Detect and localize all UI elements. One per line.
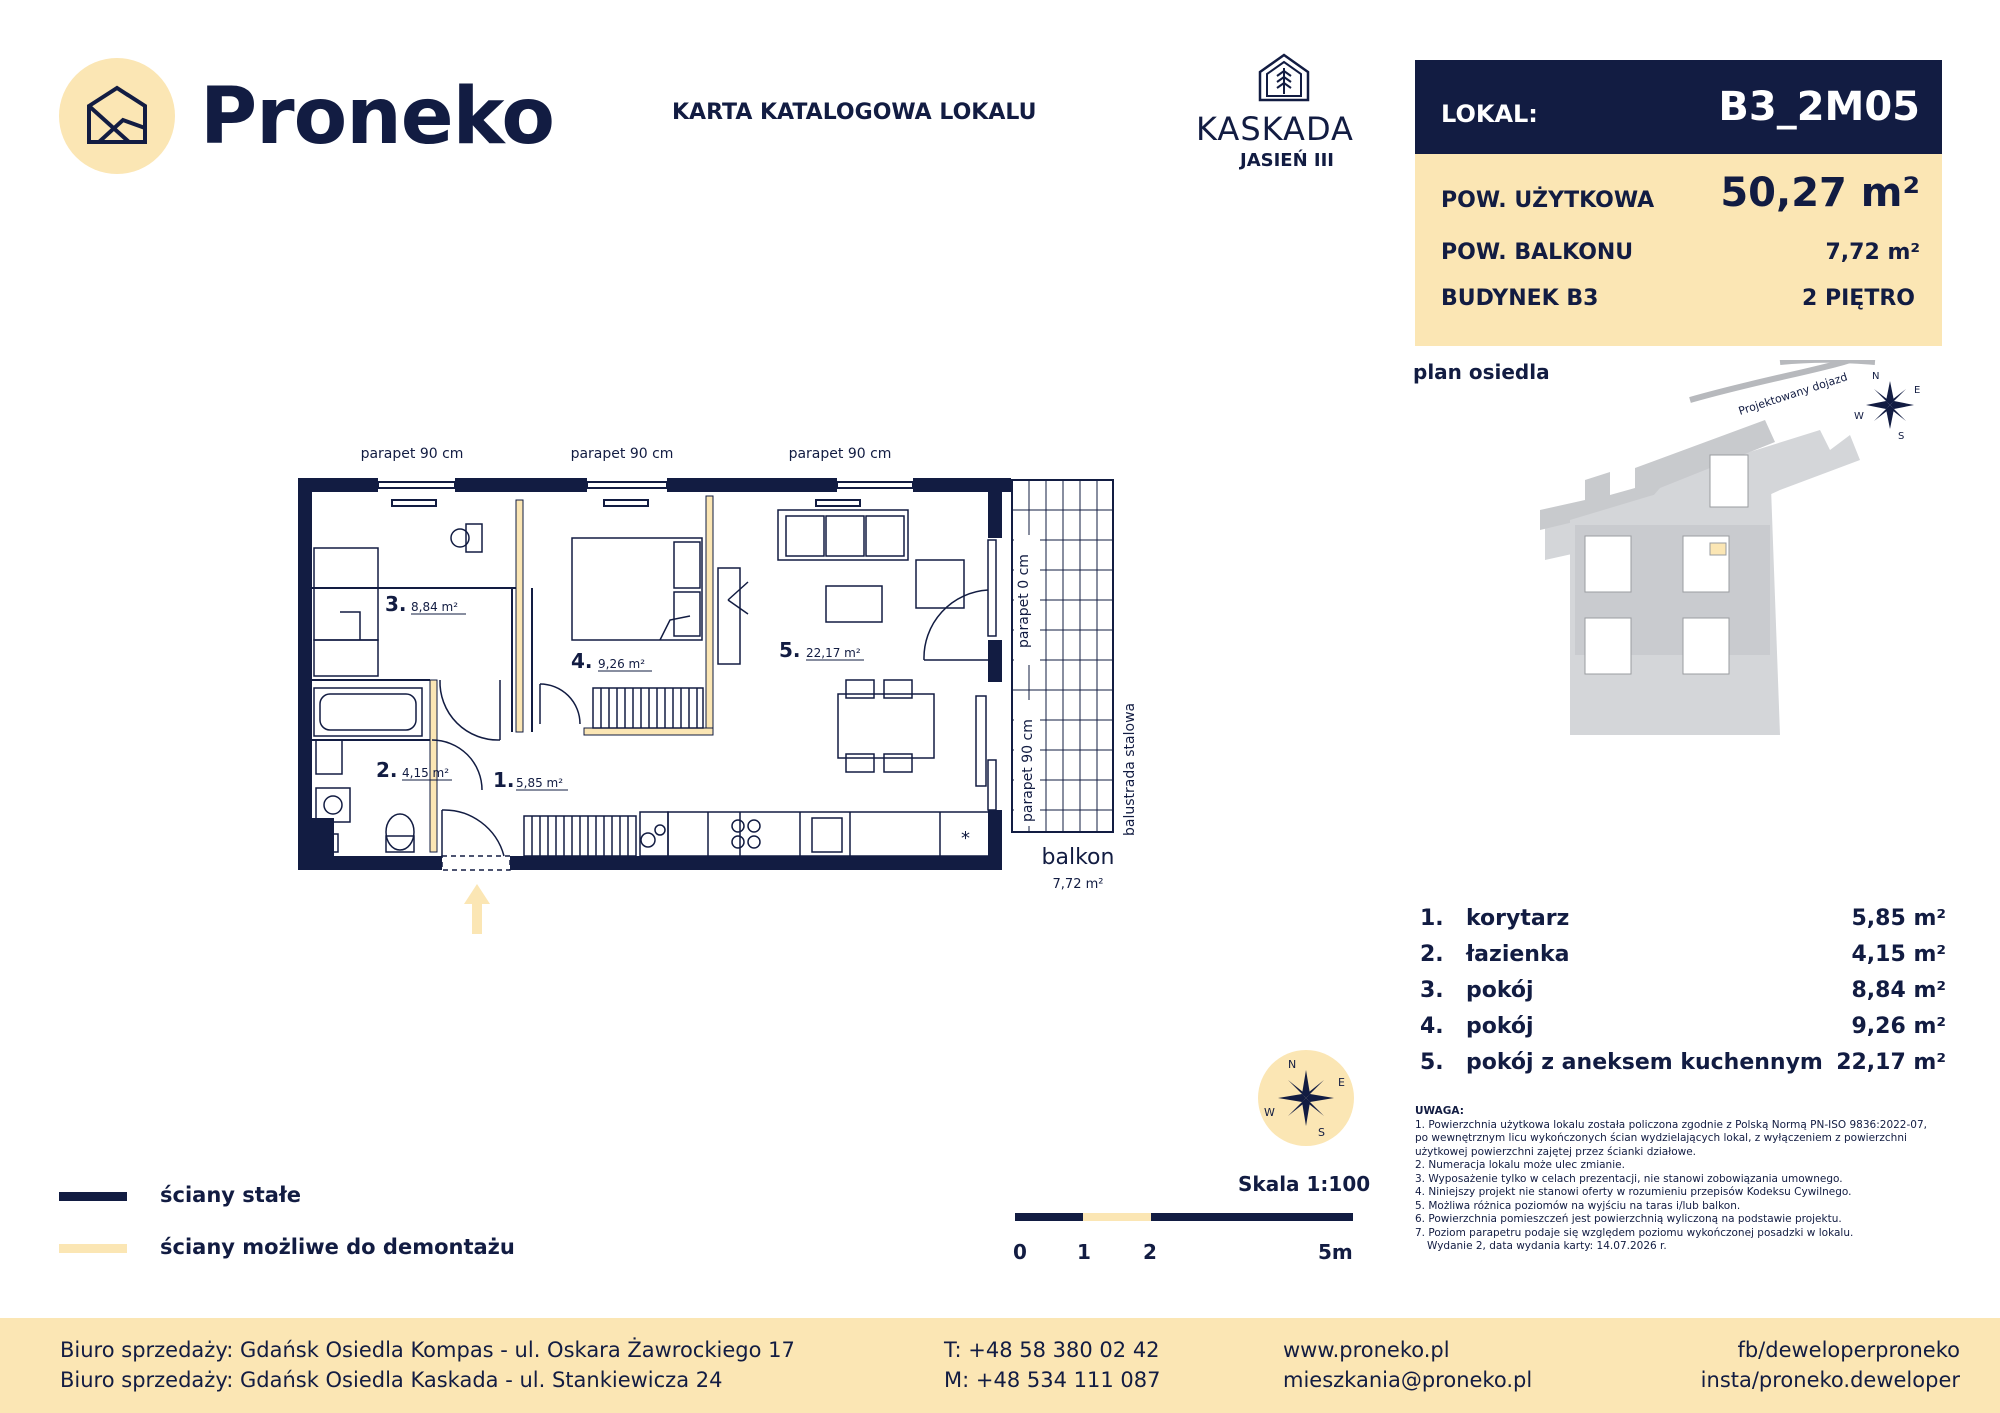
note-item: 2. Numeracja lokalu może ulec zmianie. — [1415, 1159, 1625, 1171]
scale-tick: 1 — [1077, 1240, 1091, 1264]
parapet-side-label-2: parapet 90 cm — [1020, 719, 1036, 822]
balcony-area-label: POW. BALKONU — [1441, 240, 1634, 265]
floor-value: 2 PIĘTRO — [1802, 286, 1915, 311]
note-item: 3. Wyposażenie tylko w celach prezentacji, nie stanowi zobowiązania umownego. — [1415, 1172, 1843, 1185]
project-subtitle: JASIEŃ III — [1240, 150, 1335, 171]
footer-email-link[interactable]: mieszkania@proneko.pl — [1283, 1368, 1533, 1392]
svg-text:N: N — [1872, 371, 1880, 382]
room-name: korytarz — [1466, 906, 1570, 931]
usable-area-label: POW. UŻYTKOWA — [1441, 188, 1655, 213]
project-name: KASKADA — [1196, 110, 1354, 148]
footer-bar — [0, 1318, 2000, 1413]
notes-title: UWAGA: — [1415, 1105, 1464, 1117]
parapet-side-label-1: parapet 0 cm — [1016, 554, 1032, 648]
legend-fixed-walls: ściany stałe — [160, 1183, 302, 1207]
parapet-label-1: parapet 90 cm — [360, 446, 464, 462]
svg-text:*: * — [961, 828, 970, 849]
footer-facebook-link[interactable]: fb/deweloperproneko — [1737, 1338, 1960, 1362]
footer-instagram-link[interactable]: insta/proneko.deweloper — [1700, 1368, 1960, 1392]
building-label: BUDYNEK B3 — [1441, 286, 1599, 311]
balcony-area-tag: 7,72 m² — [1052, 877, 1104, 892]
scale-tick: 0 — [1013, 1240, 1027, 1264]
document-title: KARTA KATALOGOWA LOKALU — [672, 100, 1037, 125]
room-area: 9,26 m² — [1851, 1014, 1946, 1039]
note-item: 7. Poziom parapetru podaje się względem poziomu wykończonej posadzki w lokalu. — [1415, 1226, 1854, 1239]
note-item: 1. Powierzchnia użytkowa lokalu została policzona zgodnie z Polską Normą PN-ISO 9836:2022-07, po wewnętrznym licu wykończonych ścian wydzielających lokal, z wyłączeniem z powierzchni użytkowej powierzchni zajętej przez ścianki działowe. — [1415, 1118, 1927, 1158]
svg-text:E: E — [1914, 385, 1921, 396]
svg-text:1.: 1. — [493, 768, 515, 792]
svg-text:5,85 m²: 5,85 m² — [516, 776, 564, 790]
svg-text:S: S — [1318, 1126, 1325, 1139]
svg-text:S: S — [1898, 431, 1905, 442]
room-area: 5,85 m² — [1851, 906, 1946, 931]
compass-icon — [1258, 1050, 1354, 1146]
svg-text:9,26 m²: 9,26 m² — [598, 657, 646, 671]
svg-text:2.: 2. — [376, 758, 398, 782]
svg-text:5.: 5. — [779, 638, 801, 662]
balcony-label: balkon — [1041, 845, 1115, 870]
railing-label: balustrada stalowa — [1122, 702, 1138, 836]
parapet-label-2: parapet 90 cm — [570, 446, 674, 462]
balcony-area-value: 7,72 m² — [1825, 240, 1920, 265]
room-number: 2. — [1420, 942, 1444, 967]
note-item: 5. Możliwa różnica poziomów na wyjściu na taras i/lub balkon. — [1415, 1199, 1741, 1212]
footer-phone-2[interactable]: M: +48 534 111 087 — [944, 1368, 1161, 1392]
room-number: 4. — [1420, 1014, 1444, 1039]
room-name: pokój — [1466, 978, 1534, 1003]
room-name: pokój — [1466, 1014, 1534, 1039]
svg-text:W: W — [1854, 411, 1864, 422]
svg-text:E: E — [1338, 1076, 1345, 1089]
svg-text:22,17 m²: 22,17 m² — [806, 646, 861, 660]
svg-text:4,15 m²: 4,15 m² — [402, 766, 450, 780]
footer-phone-1[interactable]: T: +48 58 380 02 42 — [944, 1338, 1160, 1362]
scale-tick: 5m — [1318, 1240, 1353, 1264]
road-label: Projektowany dojazd — [1736, 370, 1850, 418]
svg-text:4.: 4. — [571, 649, 593, 673]
svg-text:8,84 m²: 8,84 m² — [411, 600, 459, 614]
note-item: Wydanie 2, data wydania karty: 14.07.2026 r. — [1427, 1240, 1667, 1252]
room-name: pokój z aneksem kuchennym — [1466, 1050, 1823, 1075]
room-area: 4,15 m² — [1851, 942, 1946, 967]
usable-area-value: 50,27 m² — [1720, 170, 1920, 216]
room-name: łazienka — [1466, 942, 1570, 967]
unit-label: LOKAL: — [1441, 100, 1538, 128]
room-number: 3. — [1420, 978, 1444, 1003]
footer-website-link[interactable]: www.proneko.pl — [1283, 1338, 1450, 1362]
scale-tick: 2 — [1143, 1240, 1157, 1264]
svg-text:N: N — [1288, 1058, 1297, 1071]
room-number: 1. — [1420, 906, 1444, 931]
unit-code: B3_2M05 — [1718, 84, 1920, 130]
note-item: 6. Powierzchnia pomieszczeń jest powierzchnią wyliczoną na podstawie projektu. — [1415, 1213, 1842, 1225]
entrance-arrow-icon — [464, 884, 490, 934]
room-area: 8,84 m² — [1851, 978, 1946, 1003]
legend-removable-walls: ściany możliwe do demontażu — [160, 1235, 515, 1259]
note-item: 4. Niniejszy projekt nie stanowi oferty w rozumieniu przepisów Kodeksu Cywilnego. — [1415, 1186, 1852, 1198]
scale-label: Skala 1:100 — [1238, 1172, 1371, 1196]
room-area: 22,17 m² — [1836, 1050, 1946, 1075]
scale-bar — [1015, 1213, 1353, 1221]
notes-block — [1415, 1105, 1942, 1254]
legend-fixed-wall-swatch — [59, 1192, 127, 1201]
brand-name: Proneko — [200, 72, 555, 162]
svg-text:W: W — [1264, 1106, 1275, 1119]
room-number: 5. — [1420, 1050, 1444, 1075]
footer-office-1: Biuro sprzedaży: Gdańsk Osiedla Kompas - ul. Oskara Żawrockiego 17 — [60, 1338, 795, 1362]
footer-office-2: Biuro sprzedaży: Gdańsk Osiedla Kaskada - ul. Stankiewicza 24 — [60, 1368, 723, 1392]
parapet-label-3: parapet 90 cm — [788, 446, 892, 462]
legend-removable-wall-swatch — [59, 1244, 127, 1253]
site-plan-label: plan osiedla — [1413, 360, 1550, 384]
svg-text:3.: 3. — [385, 592, 407, 616]
